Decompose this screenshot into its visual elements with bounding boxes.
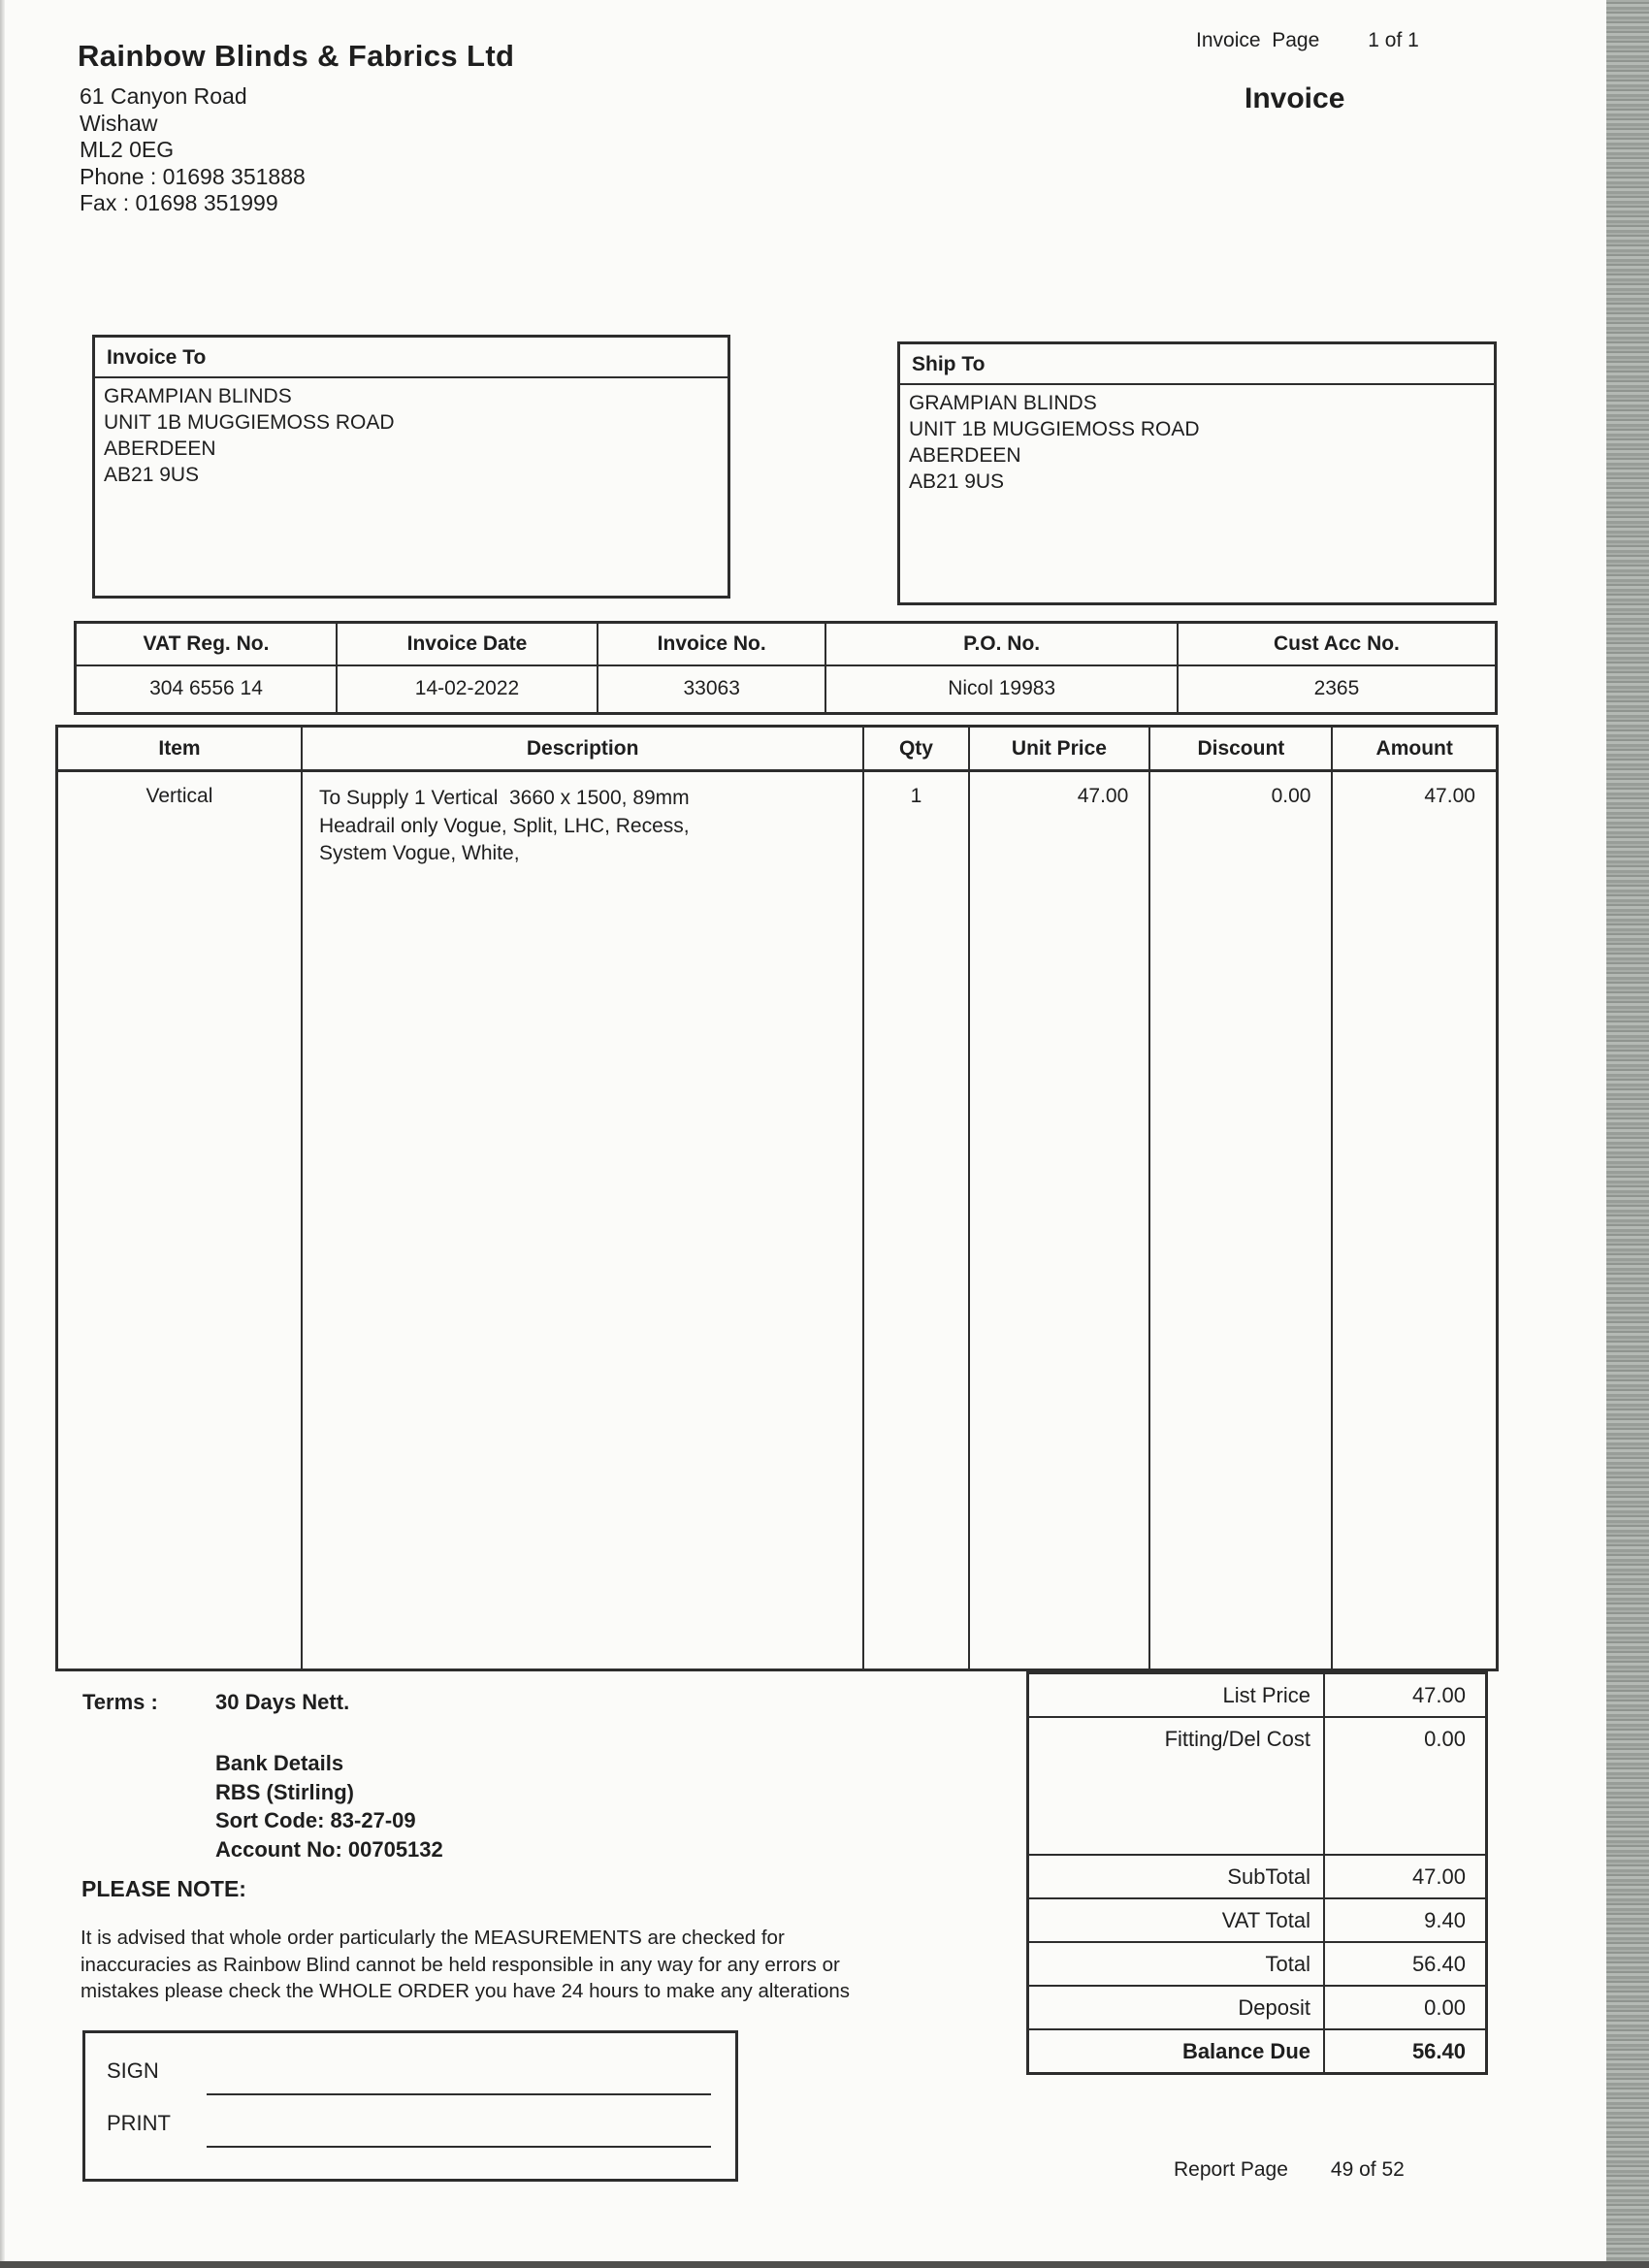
meta-value-invoice-date: 14-02-2022 [338, 666, 598, 712]
meta-value-invoice-no: 33063 [598, 666, 826, 712]
meta-header-cust-acc: Cust Acc No. [1179, 624, 1495, 666]
total-row-vat-total [1029, 1897, 1485, 1941]
company-address-line: 61 Canyon Road [80, 83, 247, 109]
address-line: ABERDEEN [104, 437, 216, 460]
print-line [207, 2146, 711, 2148]
address-line: GRAMPIAN BLINDS [909, 392, 1097, 414]
item-cell-item: Vertical [58, 772, 303, 1669]
company-address-line: ML2 0EG [80, 137, 175, 162]
company-address [80, 83, 306, 217]
total-label: SubTotal [1029, 1856, 1325, 1897]
address-line: UNIT 1B MUGGIEMOSS ROAD [909, 418, 1200, 440]
total-value: 47.00 [1411, 1864, 1466, 1889]
items-header-description: Description [303, 728, 864, 772]
description-line: System Vogue, White, [318, 842, 520, 864]
total-value: 0.00 [1424, 1727, 1466, 1751]
scan-edge-left [0, 0, 5, 2268]
total-row-total [1029, 1941, 1485, 1985]
address-line: ABERDEEN [909, 444, 1021, 467]
ship-to-address [900, 385, 1494, 500]
items-header-unit-price: Unit Price [970, 728, 1151, 772]
ship-to-box [897, 341, 1497, 605]
address-line: AB21 9US [909, 470, 1005, 493]
total-row-fitting-del-cost [1029, 1716, 1485, 1854]
bank-details-heading: Bank Details [215, 1751, 344, 1775]
report-page-label: Report Page [1174, 2158, 1288, 2181]
invoice-page-info [1196, 29, 1419, 52]
total-value: 56.40 [1411, 1952, 1466, 1976]
company-address-line: Wishaw [80, 110, 158, 136]
total-label: List Price [1029, 1674, 1325, 1716]
terms-label: Terms : [82, 1690, 158, 1714]
address-line: UNIT 1B MUGGIEMOSS ROAD [104, 411, 395, 434]
total-label: Total [1029, 1943, 1325, 1985]
item-cell-description [303, 772, 864, 1669]
sign-label: SIGN [107, 2058, 159, 2083]
bank-name: RBS (Stirling) [215, 1779, 354, 1804]
description-line: Headrail only Vogue, Split, LHC, Recess, [318, 814, 690, 837]
total-label: VAT Total [1029, 1899, 1325, 1941]
items-header-qty: Qty [864, 728, 969, 772]
print-label: PRINT [107, 2111, 171, 2135]
total-value: 56.40 [1411, 2039, 1466, 2063]
invoice-to-address [95, 378, 728, 493]
totals-table [1026, 1671, 1488, 2075]
bank-sort-code: Sort Code: 83-27-09 [215, 1808, 416, 1832]
scan-edge-bottom [0, 2261, 1649, 2268]
invoice-page-label: Invoice Page [1196, 29, 1320, 51]
meta-header-vat-reg: VAT Reg. No. [77, 624, 338, 666]
meta-value-cust-acc: 2365 [1313, 677, 1360, 699]
total-value: 9.40 [1424, 1908, 1466, 1932]
item-cell-unit-price: 47.00 [970, 772, 1151, 1669]
invoice-meta-table [74, 621, 1498, 715]
items-header-amount: Amount [1333, 728, 1495, 772]
item-cell-amount: 47.00 [1424, 785, 1475, 807]
note-line: mistakes please check the WHOLE ORDER you have 24 hours to make any alterations [81, 1980, 851, 2002]
total-label: Balance Due [1029, 2030, 1325, 2072]
please-note-body [81, 1925, 850, 2005]
meta-header-po-no: P.O. No. [826, 624, 1179, 666]
item-cell-qty: 1 [864, 772, 969, 1669]
please-note-heading: PLEASE NOTE: [81, 1876, 246, 1901]
report-page-value: 49 of 52 [1330, 2158, 1405, 2181]
company-phone: Phone : 01698 351888 [80, 163, 306, 189]
sign-line [207, 2093, 711, 2095]
address-line: GRAMPIAN BLINDS [104, 385, 292, 407]
invoice-to-box [92, 335, 730, 599]
meta-header-invoice-no: Invoice No. [598, 624, 826, 666]
scan-band-right [1606, 0, 1649, 2268]
total-row-subtotal [1029, 1854, 1485, 1897]
item-cell-discount: 0.00 [1150, 772, 1333, 1669]
note-line: inaccuracies as Rainbow Blind cannot be held responsible in any way for any errors or [81, 1953, 840, 1976]
items-header-discount: Discount [1150, 728, 1333, 772]
company-fax: Fax : 01698 351999 [80, 190, 278, 215]
invoice-page-value: 1 of 1 [1368, 29, 1419, 51]
total-row-list-price [1029, 1674, 1485, 1716]
meta-value-vat-reg: 304 6556 14 [77, 666, 338, 712]
total-label: Fitting/Del Cost [1029, 1718, 1325, 1854]
signature-box [82, 2030, 738, 2182]
meta-header-invoice-date: Invoice Date [338, 624, 598, 666]
meta-value-po-no: Nicol 19983 [826, 666, 1179, 712]
document-title: Invoice [1245, 82, 1345, 114]
items-header-item: Item [58, 728, 303, 772]
ship-to-label: Ship To [900, 344, 1494, 385]
total-row-deposit [1029, 1985, 1485, 2028]
line-items-table [55, 725, 1499, 1671]
description-line: To Supply 1 Vertical 3660 x 1500, 89mm [318, 787, 690, 809]
bank-details [215, 1749, 443, 1863]
total-value: 47.00 [1411, 1683, 1466, 1707]
company-name: Rainbow Blinds & Fabrics Ltd [78, 39, 515, 73]
total-row-balance-due [1029, 2028, 1485, 2072]
terms-value: 30 Days Nett. [215, 1690, 350, 1714]
total-value: 0.00 [1424, 1995, 1466, 2020]
report-page-info [1174, 2158, 1405, 2182]
address-line: AB21 9US [104, 464, 200, 486]
bank-account-no: Account No: 00705132 [215, 1836, 443, 1862]
invoice-to-label: Invoice To [95, 338, 728, 378]
note-line: It is advised that whole order particularly the MEASUREMENTS are checked for [81, 1927, 785, 1949]
total-label: Deposit [1029, 1987, 1325, 2028]
